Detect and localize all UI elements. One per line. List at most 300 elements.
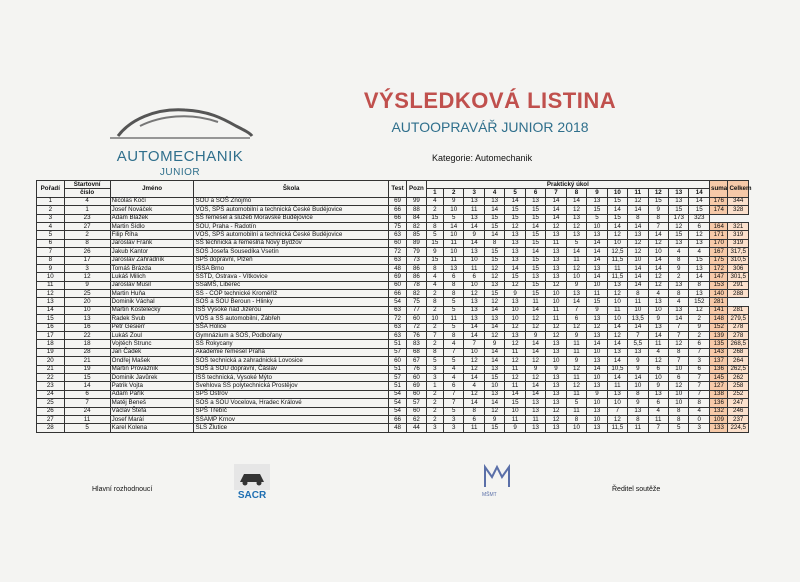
task-score-cell: 14 — [484, 231, 504, 239]
task-score-cell: 10 — [607, 399, 627, 407]
task-score-cell: 14 — [607, 222, 627, 230]
task-score-cell: 12 — [546, 281, 566, 289]
task-score-cell: 13 — [484, 315, 504, 323]
sum-cell: 170 — [710, 239, 728, 247]
rank-cell: 5 — [37, 231, 65, 239]
task-score-cell: 15 — [525, 206, 545, 214]
task-score-cell: 15 — [484, 424, 504, 432]
task-score-cell: 9 — [505, 290, 525, 298]
test-cell: 60 — [388, 357, 406, 365]
task-score-cell: 14 — [444, 222, 464, 230]
task-score-cell: 152 — [689, 298, 710, 306]
pozn-cell: 78 — [407, 281, 426, 289]
sum-cell: 175 — [710, 256, 728, 264]
task-score-cell: 15 — [525, 281, 545, 289]
start-number-cell: 13 — [64, 315, 110, 323]
task-score-cell: 13 — [587, 424, 607, 432]
header-task-12: 12 — [648, 189, 668, 197]
test-cell: 72 — [388, 315, 406, 323]
task-score-cell: 10 — [464, 256, 484, 264]
task-score-cell: 10 — [587, 222, 607, 230]
task-score-cell: 0 — [689, 415, 710, 423]
task-score-cell: 13,5 — [628, 315, 648, 323]
rank-cell: 15 — [37, 315, 65, 323]
rank-cell: 2 — [37, 206, 65, 214]
task-score-cell: 12 — [525, 315, 545, 323]
rank-cell: 26 — [37, 407, 65, 415]
table-row — [37, 306, 749, 314]
test-cell: 69 — [388, 197, 406, 205]
pozn-cell: 60 — [407, 315, 426, 323]
test-cell: 63 — [388, 323, 406, 331]
school-cell: SŠA Holice — [194, 323, 388, 331]
sum-cell: 164 — [710, 222, 728, 230]
task-score-cell: 12 — [525, 357, 545, 365]
task-score-cell: 15 — [587, 206, 607, 214]
task-score-cell: 13 — [587, 231, 607, 239]
task-score-cell: 13 — [689, 264, 710, 272]
task-score-cell: 4 — [669, 248, 689, 256]
task-score-cell: 13 — [546, 248, 566, 256]
task-score-cell: 3 — [689, 357, 710, 365]
school-cell: SOŠ a SOU dopravní, Čáslav — [194, 365, 388, 373]
task-score-cell: 14 — [607, 323, 627, 331]
table-row — [37, 332, 749, 340]
school-cell: SOŠ a SOU Vocelova, Hradec Králové — [194, 399, 388, 407]
task-score-cell: 14 — [464, 323, 484, 331]
start-number-cell: 2 — [64, 231, 110, 239]
sum-cell: 171 — [710, 231, 728, 239]
task-score-cell: 13 — [566, 214, 586, 222]
task-score-cell: 9 — [484, 340, 504, 348]
task-score-cell: 15 — [505, 273, 525, 281]
name-cell: Vojtěch Štrunc — [110, 340, 194, 348]
task-score-cell: 10 — [628, 256, 648, 264]
logo-main-text: AUTOMECHANIK — [116, 148, 244, 165]
rank-cell: 16 — [37, 323, 65, 331]
task-score-cell: 9 — [464, 231, 484, 239]
pozn-cell: 76 — [407, 332, 426, 340]
task-score-cell: 8 — [689, 281, 710, 289]
task-score-cell: 14 — [464, 399, 484, 407]
start-number-cell: 1 — [64, 206, 110, 214]
task-score-cell: 6 — [689, 222, 710, 230]
total-cell: 321 — [728, 222, 749, 230]
school-cell: SPŠ dopravní, Plzeň — [194, 256, 388, 264]
sum-cell: 143 — [710, 348, 728, 356]
header-task-11: 11 — [628, 189, 648, 197]
test-cell: 60 — [388, 239, 406, 247]
start-number-cell: 5 — [64, 424, 110, 432]
task-score-cell: 11 — [546, 315, 566, 323]
rank-cell: 3 — [37, 214, 65, 222]
total-cell: 306 — [728, 264, 749, 272]
task-score-cell: 15 — [587, 298, 607, 306]
task-score-cell: 9 — [444, 197, 464, 205]
task-score-cell: 4 — [689, 407, 710, 415]
test-cell: 75 — [388, 222, 406, 230]
task-score-cell: 10 — [505, 407, 525, 415]
test-cell: 51 — [388, 382, 406, 390]
task-score-cell: 12 — [484, 273, 504, 281]
name-cell: Josef Maráí — [110, 415, 194, 423]
task-score-cell: 13 — [587, 197, 607, 205]
task-score-cell: 15 — [525, 264, 545, 272]
task-score-cell: 11 — [444, 315, 464, 323]
task-score-cell: 15 — [426, 239, 443, 247]
table-row — [37, 290, 749, 298]
test-cell: 66 — [388, 415, 406, 423]
task-score-cell: 6 — [669, 373, 689, 381]
task-score-cell: 13 — [525, 273, 545, 281]
total-cell: 268,5 — [728, 340, 749, 348]
task-score-cell: 2 — [426, 306, 443, 314]
task-score-cell: 12 — [669, 222, 689, 230]
task-score-cell: 3 — [426, 365, 443, 373]
task-score-cell: 13 — [566, 290, 586, 298]
table-row — [37, 399, 749, 407]
pozn-cell: 85 — [407, 231, 426, 239]
task-score-cell: 15 — [426, 256, 443, 264]
task-score-cell: 9 — [546, 365, 566, 373]
task-score-cell: 14 — [587, 365, 607, 373]
task-score-cell: 10 — [607, 315, 627, 323]
name-cell: Lukáš Milich — [110, 273, 194, 281]
task-score-cell: 12 — [505, 373, 525, 381]
rank-cell: 24 — [37, 390, 65, 398]
total-cell: 281 — [728, 306, 749, 314]
task-score-cell: 13 — [566, 231, 586, 239]
task-score-cell: 10 — [426, 315, 443, 323]
task-score-cell: 14 — [587, 340, 607, 348]
task-score-cell: 13 — [505, 256, 525, 264]
table-row — [37, 315, 749, 323]
task-score-cell: 14 — [648, 332, 668, 340]
name-cell: Filip Říha — [110, 231, 194, 239]
task-score-cell: 8 — [689, 399, 710, 407]
task-score-cell: 10 — [628, 306, 648, 314]
school-cell: SSaMŠ, Liberec — [194, 281, 388, 289]
task-score-cell: 13 — [546, 256, 566, 264]
task-score-cell: 14 — [566, 248, 586, 256]
task-score-cell: 15 — [525, 231, 545, 239]
task-score-cell: 11 — [464, 206, 484, 214]
name-cell: Jakub Kantor — [110, 248, 194, 256]
task-score-cell: 12,5 — [607, 248, 627, 256]
task-score-cell: 5 — [566, 239, 586, 247]
name-cell: Petr Gesierr — [110, 323, 194, 331]
pozn-cell: 86 — [407, 264, 426, 272]
task-score-cell: 13 — [546, 273, 566, 281]
pozn-cell: 72 — [407, 323, 426, 331]
task-score-cell: 14 — [546, 214, 566, 222]
total-cell: 258 — [728, 382, 749, 390]
task-score-cell: 15 — [484, 290, 504, 298]
task-score-cell: 14 — [566, 197, 586, 205]
task-score-cell: 12 — [648, 357, 668, 365]
task-score-cell: 12 — [546, 222, 566, 230]
table-row — [37, 382, 749, 390]
test-cell: 57 — [388, 373, 406, 381]
school-cell: Gymnázium a SOŠ, Podbořany — [194, 332, 388, 340]
task-score-cell: 12 — [628, 239, 648, 247]
task-score-cell: 13 — [525, 407, 545, 415]
task-score-cell: 4 — [444, 365, 464, 373]
header-practical: Praktický úkol — [426, 181, 709, 189]
task-score-cell: 12 — [505, 340, 525, 348]
sum-cell: 172 — [710, 264, 728, 272]
task-score-cell: 8 — [669, 415, 689, 423]
pozn-cell: 79 — [407, 248, 426, 256]
test-cell: 66 — [388, 206, 406, 214]
school-cell: SPŠ Třebíč — [194, 407, 388, 415]
rank-cell: 4 — [37, 222, 65, 230]
task-score-cell: 13 — [628, 348, 648, 356]
task-score-cell: 13 — [587, 332, 607, 340]
test-cell: 66 — [388, 214, 406, 222]
task-score-cell: 14 — [525, 390, 545, 398]
task-score-cell: 14 — [484, 323, 504, 331]
pozn-cell: 44 — [407, 424, 426, 432]
task-score-cell: 11 — [464, 264, 484, 272]
task-score-cell: 14 — [546, 197, 566, 205]
task-score-cell: 11 — [444, 239, 464, 247]
task-score-cell: 11 — [444, 256, 464, 264]
task-score-cell: 12 — [566, 264, 586, 272]
pozn-cell: 60 — [407, 390, 426, 398]
task-score-cell: 12 — [505, 281, 525, 289]
task-score-cell: 11 — [587, 290, 607, 298]
task-score-cell: 13 — [546, 373, 566, 381]
task-score-cell: 6 — [444, 382, 464, 390]
task-score-cell: 13 — [587, 382, 607, 390]
task-score-cell: 12 — [464, 290, 484, 298]
start-number-cell: 16 — [64, 323, 110, 331]
pozn-cell: 86 — [407, 273, 426, 281]
task-score-cell: 6 — [689, 365, 710, 373]
task-score-cell: 11 — [628, 298, 648, 306]
page-title: VÝSLEDKOVÁ LISTINA — [363, 88, 617, 113]
sum-cell: 137 — [710, 357, 728, 365]
task-score-cell: 12 — [607, 231, 627, 239]
task-score-cell: 8 — [669, 256, 689, 264]
task-score-cell: 15 — [484, 373, 504, 381]
task-score-cell: 14 — [648, 256, 668, 264]
name-cell: Dominik Javůrek — [110, 373, 194, 381]
rank-cell: 18 — [37, 340, 65, 348]
task-score-cell: 12 — [505, 357, 525, 365]
task-score-cell: 10 — [505, 315, 525, 323]
task-score-cell: 13 — [484, 365, 504, 373]
task-score-cell: 14 — [464, 222, 484, 230]
task-score-cell: 8 — [648, 214, 668, 222]
start-number-cell: 7 — [64, 399, 110, 407]
school-cell: IŠSA Brno — [194, 264, 388, 272]
name-cell: Tomáš Brázda — [110, 264, 194, 272]
task-score-cell: 3 — [426, 373, 443, 381]
task-score-cell: 173 — [669, 214, 689, 222]
school-cell: SOU, Praha - Radotín — [194, 222, 388, 230]
task-score-cell: 7 — [566, 306, 586, 314]
task-score-cell: 15 — [484, 248, 504, 256]
task-score-cell: 13 — [648, 390, 668, 398]
task-score-cell: 5 — [444, 298, 464, 306]
total-cell: 279,5 — [728, 315, 749, 323]
name-cell: Jan Čadek — [110, 348, 194, 356]
task-score-cell: 14 — [505, 264, 525, 272]
task-score-cell: 13 — [546, 390, 566, 398]
rank-cell: 25 — [37, 399, 65, 407]
start-number-cell: 27 — [64, 222, 110, 230]
table-row — [37, 340, 749, 348]
table-row — [37, 407, 749, 415]
task-score-cell: 10 — [669, 390, 689, 398]
test-cell: 63 — [388, 256, 406, 264]
start-number-cell: 22 — [64, 332, 110, 340]
name-cell: Martin Provazník — [110, 365, 194, 373]
task-score-cell: 7 — [444, 399, 464, 407]
task-score-cell: 14 — [505, 197, 525, 205]
pozn-cell: 60 — [407, 407, 426, 415]
task-score-cell: 6 — [464, 273, 484, 281]
task-score-cell: 13 — [607, 281, 627, 289]
school-cell: ISŠ technická, Vysoké Mýto — [194, 373, 388, 381]
task-score-cell: 13 — [546, 231, 566, 239]
task-score-cell: 13 — [444, 264, 464, 272]
table-row — [37, 373, 749, 381]
task-score-cell: 8 — [426, 298, 443, 306]
task-score-cell: 13 — [587, 264, 607, 272]
pozn-cell: 83 — [407, 340, 426, 348]
rank-cell: 13 — [37, 298, 65, 306]
task-score-cell: 5,5 — [628, 340, 648, 348]
task-score-cell: 2 — [426, 340, 443, 348]
header-start: Startovní — [64, 181, 110, 189]
sacr-car-icon — [232, 462, 272, 492]
start-number-cell: 6 — [64, 390, 110, 398]
task-score-cell: 14 — [587, 239, 607, 247]
task-score-cell: 11 — [546, 239, 566, 247]
task-score-cell: 6 — [689, 340, 710, 348]
total-cell: 262,5 — [728, 365, 749, 373]
task-score-cell: 14 — [464, 332, 484, 340]
task-score-cell: 4 — [444, 340, 464, 348]
name-cell: Václav Štefa — [110, 407, 194, 415]
school-cell: SLŠ Žlutice — [194, 424, 388, 432]
task-score-cell: 323 — [689, 214, 710, 222]
results-table — [36, 180, 752, 433]
task-score-cell: 12 — [464, 365, 484, 373]
table-row — [37, 424, 749, 432]
total-cell: 291 — [728, 281, 749, 289]
start-number-cell: 14 — [64, 382, 110, 390]
task-score-cell: 13 — [628, 231, 648, 239]
pozn-cell: 62 — [407, 415, 426, 423]
school-cell: Akademie řemesel Praha — [194, 348, 388, 356]
task-score-cell: 12 — [587, 323, 607, 331]
test-cell: 54 — [388, 407, 406, 415]
task-score-cell: 9 — [484, 415, 504, 423]
task-score-cell: 4 — [426, 273, 443, 281]
task-score-cell: 13 — [464, 315, 484, 323]
header-task-1: 1 — [426, 189, 443, 197]
task-score-cell: 11 — [566, 348, 586, 356]
task-score-cell: 9 — [628, 365, 648, 373]
task-score-cell: 7 — [689, 348, 710, 356]
task-score-cell: 8 — [628, 390, 648, 398]
start-number-cell: 4 — [64, 197, 110, 205]
task-score-cell: 11 — [505, 382, 525, 390]
task-score-cell: 10 — [587, 348, 607, 356]
task-score-cell: 14 — [525, 382, 545, 390]
task-score-cell: 12 — [607, 332, 627, 340]
task-score-cell: 15 — [426, 214, 443, 222]
task-score-cell: 13 — [546, 424, 566, 432]
task-score-cell: 14 — [628, 373, 648, 381]
task-score-cell: 13 — [628, 407, 648, 415]
task-score-cell: 13 — [546, 340, 566, 348]
task-score-cell: 11 — [648, 340, 668, 348]
sum-cell: 136 — [710, 365, 728, 373]
task-score-cell: 7 — [689, 382, 710, 390]
rank-cell: 12 — [37, 290, 65, 298]
total-cell: 252 — [728, 390, 749, 398]
sum-cell: 174 — [710, 206, 728, 214]
task-score-cell: 11,5 — [607, 424, 627, 432]
table-row — [37, 206, 749, 214]
task-score-cell: 2 — [426, 415, 443, 423]
task-score-cell: 14 — [484, 206, 504, 214]
header-task-2: 2 — [444, 189, 464, 197]
school-cell: SOŠ Josefa Sousedíka Vsetín — [194, 248, 388, 256]
name-cell: Dominik Váchal — [110, 298, 194, 306]
competition-director-signature: Ředitel soutěže — [612, 486, 661, 493]
task-score-cell: 2 — [426, 390, 443, 398]
task-score-cell: 12 — [525, 373, 545, 381]
header-start-number: číslo — [64, 189, 110, 197]
task-score-cell: 13 — [607, 348, 627, 356]
task-score-cell: 9 — [426, 248, 443, 256]
sacr-logo — [232, 462, 272, 502]
test-cell: 51 — [388, 365, 406, 373]
sum-cell: 133 — [710, 424, 728, 432]
task-score-cell: 10 — [546, 290, 566, 298]
pozn-cell: 99 — [407, 197, 426, 205]
task-score-cell: 11 — [505, 415, 525, 423]
task-score-cell: 7 — [464, 340, 484, 348]
sum-cell: 147 — [710, 273, 728, 281]
pozn-cell: 57 — [407, 399, 426, 407]
task-score-cell: 14 — [689, 197, 710, 205]
task-score-cell: 15 — [648, 197, 668, 205]
header-task-9: 9 — [587, 189, 607, 197]
header-task-13: 13 — [669, 189, 689, 197]
start-number-cell: 15 — [64, 373, 110, 381]
table-row — [37, 248, 749, 256]
task-score-cell: 2 — [426, 407, 443, 415]
task-score-cell: 14 — [587, 248, 607, 256]
task-score-cell: 15 — [669, 206, 689, 214]
task-score-cell: 14 — [628, 264, 648, 272]
task-score-cell: 15 — [607, 197, 627, 205]
table-row — [37, 298, 749, 306]
table-row — [37, 239, 749, 247]
header-total: Celkem — [728, 181, 749, 198]
task-score-cell: 5 — [669, 424, 689, 432]
task-score-cell: 13 — [607, 390, 627, 398]
header-task-14: 14 — [689, 189, 710, 197]
school-cell: SOŠ a SOU Beroun - Hlinky — [194, 298, 388, 306]
